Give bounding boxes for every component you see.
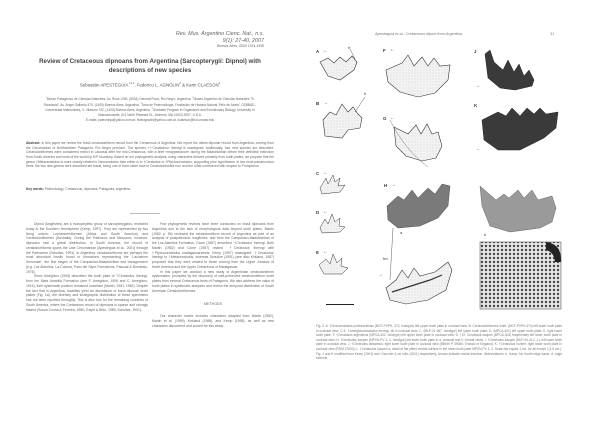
figure-plates [300,0,600,320]
paragraph: Since Ameghino (1906) described the tooth plate of '?Ceratodus' iheringi, from the Mata Amarilla Formation (see F. Ameghino, 1906 and C. Ameghino, 1916), their systematic position remained uncertain (Martin, 1981, 1982). Despite the fact that in Argentina, localities yield an abundance of fossil dipnoan tooth plates (Fig. 1a), the diversity and stratigraphic distribution of these specimens has not been reported throughly. This is also true for the remaining countries of South America, where the Cretaceous record of dipnoans is sparse and strongly biased (Souza Cunha & Ferreira, 1980; Gayet & Brito, 1989; Schultze, 1991). [26,274,148,312]
author-2: , Federico L. AGNOLIN [134,82,180,88]
figure-caption [316,324,562,361]
figure-number: Fig. 2. [316,324,325,328]
panel-label-j: J [474,49,477,54]
arrow-left-icon: ← [390,47,395,53]
tooth-plate-b [323,104,362,138]
page-number: 31 [550,32,555,36]
section-divider [130,213,160,214]
abstract [26,141,274,169]
arrow-left-icon: ← [323,249,328,255]
panel-label-c: C [316,171,320,176]
tooth-plate-c [320,175,345,194]
arrow-left-icon: ← [476,146,481,152]
journal-name: Rev. Mus. Argentino Cienc. Nat., n.s. [175,31,264,37]
emails: E-mails: paleoninja@yahoo.com.ar, fedeagnolin@yahoo.com.ar, kclaeson@bio.umass.edu [85,117,215,122]
tooth-plate-a [320,56,357,80]
keywords [26,187,274,191]
affil-4-sup: 4 [151,108,153,111]
tooth-plate-k [482,108,558,150]
affiliation-4: Graduate Program in Organismic and Evolutionary Biology, University of Massachusetts, 611 North Pleasant St., Amherst, MA 01003-9297, U.S.A. [98,108,255,117]
label-frb: frb [383,256,388,261]
abstract-text: In this paper we review the fossil ceratodontiform record from the Cretaceous of Argentina. We report the oldest dipnoan record from Argentina, coming from the Cenomanian of Northwestern Patagonia, Río Negro province. The species «†Ceratodus» iheringi is reassigned. Additionally, four new species are described. Ceratodontiformes were considered extinct in Laurasia after the mid-Cretaceous, with a brief «reappearance» during the Maastrichtian before their definitive extinction from South America and most of the world by K/P boundary. Based on our phylogenetic analysis, using characters derived primarily from tooth plates, we propose that the genus †Metaceratodus is more closely related to Neoceratodus than either is to †Ceratodus or †Ptychoceratodus, supporting prior hypotheses. In two most parsimonious trees, the two new genera here described are basal, being one of them sister taxa to Ceratodontoidea nov. and the other unresolved with respect to Protopterus. [26,141,274,169]
tooth-plate-g [394,124,442,161]
tooth-plate-f [386,55,450,97]
journal-volume: 9(1): 27-40, 2007 [222,37,264,44]
arrow-left-icon: ← [323,209,328,215]
arrow-left-icon: ← [390,115,395,121]
body-column-2 [152,222,274,328]
arrow-left-icon: ← [323,48,328,54]
tooth-plate-e [319,254,348,274]
affil-1-sup: 1 [45,97,47,99]
tooth-plate-j [485,50,534,90]
arrow-right-icon: → [391,182,396,188]
panel-label-a: A [316,49,320,54]
panel-label-f: F [383,48,386,53]
pitted-surface-l [480,242,561,309]
panel-label-e: E [316,250,319,255]
authors [30,82,270,87]
paragraph: Dipnoi (lungfishes) are a monophyletic group of sarcopterygians, restricted today to the Southern Hemisphere (Kemp, 1997). They are represented by two living orders: Lepidosireniformes (Africa and South America) and Ceratodontiformes (Australia). During the Paleozoic and Mesozoic, however, dipnoans had a global distribution. In South America, the record of ceratodontiforms spans the Late Cenomanian (Apesteguía et al., 2001) through the Paleocene (Schultze, 1991). In Argentina, ceratodontiforms are perhaps the most abundant fossils found in formations representing the 'Lacustrine Senomian', the first stages of the Campanian-Maastrichtian sea transgression (e.g. Los Alamitos, La Colonia, Paso del Sapo Formations; Pascual & Bondesio, 1976). [26,222,148,274]
tooth-plate-h-a [387,184,450,228]
panel-label-h: H [384,183,388,188]
paragraph: Our character matrix includes characters adapted from Martin (1982), Martin et al. (1999), Kirkland (1988), and Kemp (1998), as well as new characters discovered and scored for this study. [152,314,274,328]
affiliation-3: Área de Paleontología, Fundación de Historia Natural 'Félix de Azara', CEBBAD - Universidad Maimónides, V. Virasoro 732, (1405) Buenos Aires, Argentina. [45,102,257,113]
author-2-sup: 2 [179,82,181,85]
running-head: Apesteguía et al.: Cretaceous dipnoi from Argentina [375,32,463,36]
author-1: Sebastián APESTEGUÍA [79,82,129,88]
author-1-sup: 1,2,3 [128,82,135,85]
label-b: b [364,91,367,96]
methods-heading: METHODS [204,302,222,307]
author-3: & Karin CLAESON [180,82,219,88]
tooth-plate-h-b [480,186,556,232]
arrow-right-icon: → [323,100,328,106]
affiliation-1: Museo Patagónico de Ciencias Naturales, Av. Roca 1250, (8334) General Roca, Río Negro, Argentina. [46,97,192,102]
label-rt: rt [348,45,351,50]
paragraph: Few phylogenetic reviews have been conducted on fossil dipnoans from Argentina due to the lack of morphological data beyond tooth plates. Martin (1982: p. 56) reviewed the ceratodontiform record of Argentina as part of an analysis of postpaleozoic lungfishes, and from the Campanian-Maastrichtian of the Los Alamitos Formation. Cione (1987) described '†Ceratodus' iheringi. Both Martin (1982) and Cione (1987) related '†Ceratodus' iheringi with †Ptychoceratodus madagascariensis. Kemp (1997) reassigned '†Ceratodus' iheringi to †Metaceratodus, whereas Schultze (1991) (see also Kirkland, 1987) proposed that they were related to those coming from the Upper Jurassic of North America and the Upper Cretaceous of Madagascar. [152,222,274,269]
sublabel-b: b [484,232,487,237]
right-page [300,0,600,434]
keywords-label: Key words: [26,187,44,191]
scale-bar [326,304,354,305]
author-3-sup: 4 [218,82,221,85]
sublabel-a: a [400,230,403,235]
paragraph: In this paper we conduct a new study of Argentinian ceratodontiform systematics, prompted by the discovery of well-preserved ceratodontiform tooth plates from several Cretaceous beds of Patagonia. We also address the value of tooth plates in systematic analyses and review the temporal distribution of South American Ceratodontiformes. [152,269,274,293]
panel-label-b: B [316,101,320,106]
abstract-label: Abstract: [26,141,41,145]
affiliation-2: Museo Argentino de Ciencias Naturales "B. Rivadavia", Av. Ángel Gallardo 470, (1405) Buenos Aires, Argentina. [43,97,255,107]
arrow-right-icon: → [378,272,383,278]
tooth-plate-d [320,214,345,233]
keywords-text: Paleontology, Cretaceous, dipnoans, Patagonia, Argentina. [43,187,131,191]
affiliations [38,96,262,122]
affil-2-sup: 2 [192,97,194,99]
journal-citation [176,31,264,49]
paper-title: Review of Cretaceous dipnoans from Argentina (Sarcopterygii: Dipnoi) with descriptions of new species [39,58,261,74]
body-column-1 [26,222,148,312]
affil-3-sup: 3 [140,102,142,105]
journal-issn: Buenos Aires, ISSN 1514-5158 [217,44,264,49]
arrow-left-icon: ← [476,83,481,89]
panel-label-k: K [474,103,478,108]
arrow-left-icon: ← [323,170,328,176]
caption-text: A. †Chaoceratodus portezuelensis (MCF-PVPH- 373, holotype) left upper tooth plate in occlusal view; B. Ceratodontiformes indet. (MCF-PVPH-374) left lower tooth plate in occlusal view; C-E. †Ameghinoceratodus iheringi, all in occlusal view; C. (MLP-21-967, holotype) left upper tooth plate; D. (MPCA-401) left upper tooth plate; E. right lower tooth plate; F. †Ceratodus argentinus (MPCA-402, holotype) left upper tooth plate in occlusal view; G. †Cf. Ceratodus kaopen (MPCA-403) fragmentary left lower tooth plate in occlusal view; H. †Ceratodus kaopen (MPCN-PV 1- 1, holotype) left lower tooth plate in a, occlusal and b, ventral views; I. †Ceratodus kaopen (MLP-94-XI-1 -1), left lower tooth plate in occlusal view. J. †Ceratodus latissimus: right lower tooth plate in occlusal view (BMNH P 39089, Triassic of England); K. †Ceratodus hunteri: right lower tooth plate in occlusal view (ROM 47620); L. †Ceratodus kaopen a, detail of the pitted ventral surface in the lower tooth plate MPCN-PV 1- 2. Scale bar equals 1 cm. for all except I (1.5 cm.). Fig. J and K modified from Kemp (2001) and Churcher & de Iuliis (2001) respectively. Arrows indicate rostral direction. Abbreviatures: b, bump; frb, fourth ridge basin; rt, ridge tubercle. [316,324,562,361]
panel-label-g: G [383,116,387,121]
panel-label-d: D [316,210,320,215]
